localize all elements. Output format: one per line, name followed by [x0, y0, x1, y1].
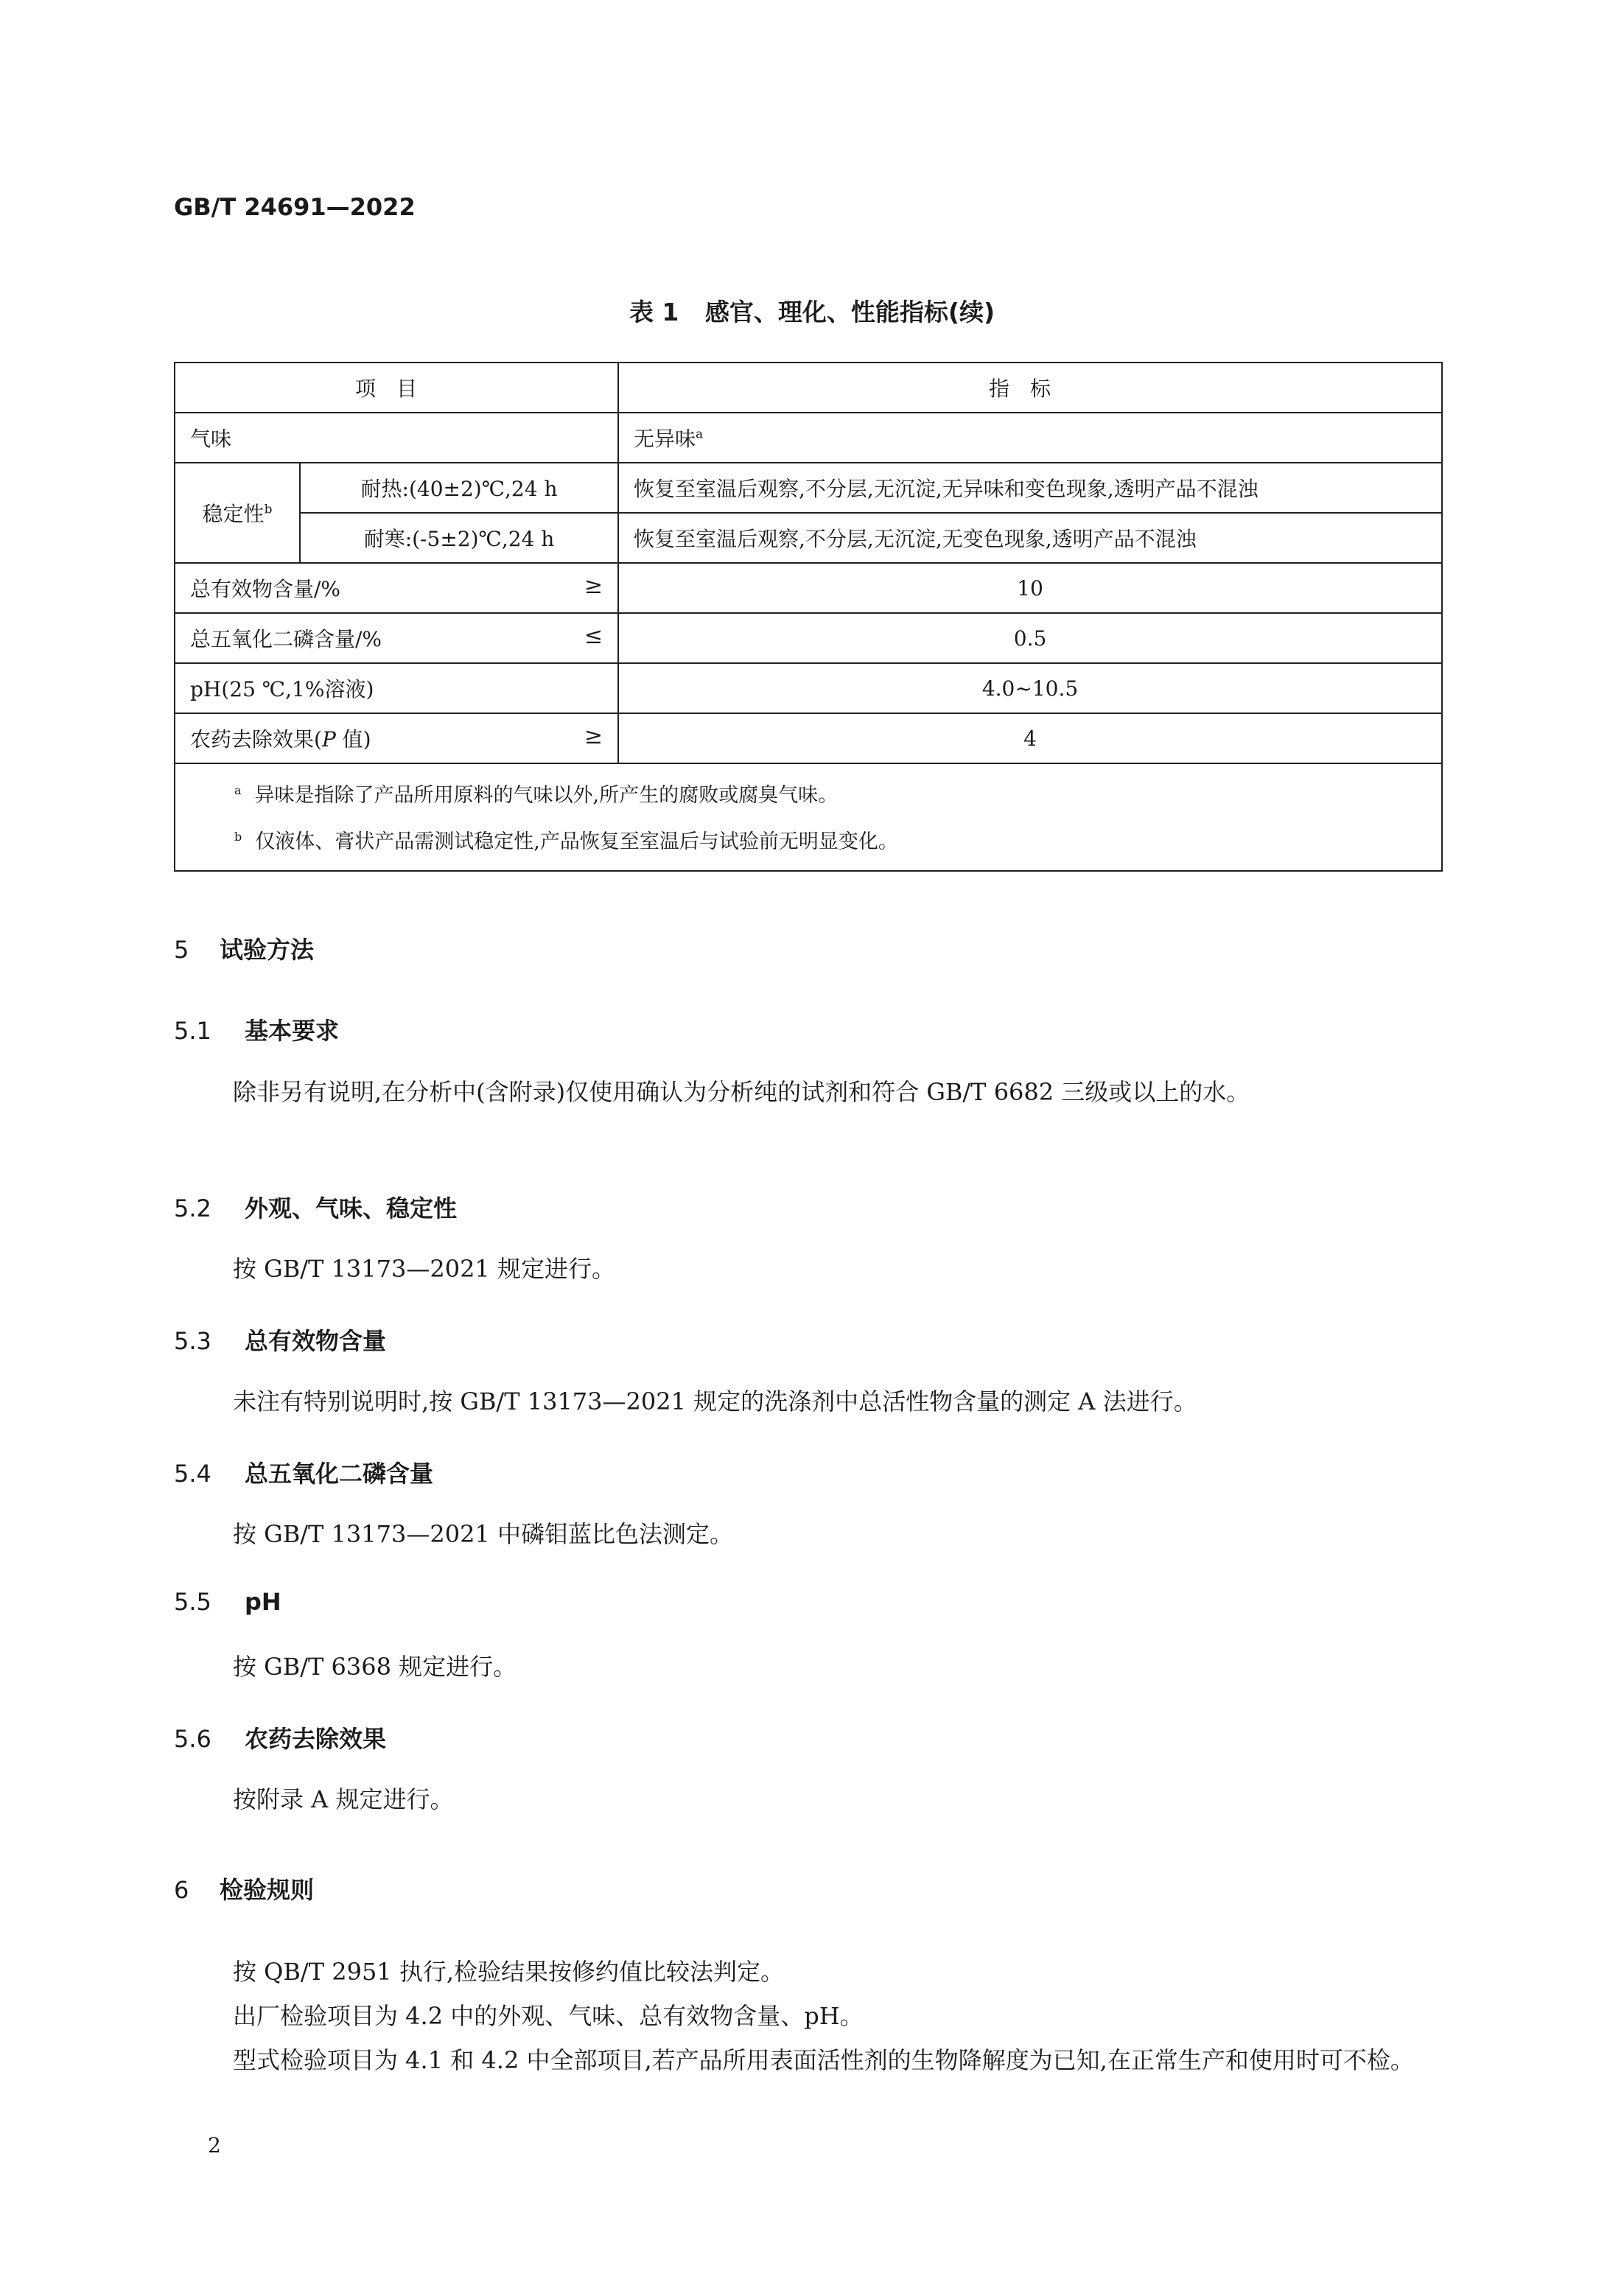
subsection-heading: 5.1 基本要求	[174, 1017, 340, 1045]
subsection-heading: 5.3 总有效物含量	[174, 1327, 387, 1355]
ge-symbol: ≥	[584, 573, 603, 599]
paragraph: 按 QB/T 2951 执行,检验结果按修约值比较法判定。	[233, 1958, 785, 1986]
table-row	[175, 713, 1442, 763]
paragraph: 按附录 A 规定进行。	[233, 1785, 454, 1813]
subsection-heading: 5.6 农药去除效果	[174, 1725, 387, 1753]
footnote-mark: b	[264, 502, 273, 517]
row-value: 10	[618, 563, 1442, 613]
footnote-mark: a	[696, 427, 704, 442]
paragraph: 未注有特别说明时,按 GB/T 13173—2021 规定的洗涤剂中总活性物含量的测定 A 法进行。	[233, 1387, 1197, 1415]
row-group-label: 稳定性$^b$	[175, 463, 300, 563]
section-heading: 5 试验方法	[174, 936, 315, 964]
table-row	[175, 663, 1442, 713]
row-sub-label: 耐热:(40±2)℃,24 h	[300, 463, 618, 513]
table-row	[175, 413, 1442, 463]
spec-table	[174, 362, 1443, 872]
table-row	[175, 463, 1442, 513]
paragraph: 按 GB/T 13173—2021 中磷钼蓝比色法测定。	[233, 1520, 733, 1548]
page-number: 2	[208, 2133, 221, 2157]
paragraph: 出厂检验项目为 4.2 中的外观、气味、总有效物含量、pH。	[233, 2002, 864, 2030]
paragraph: 按 GB/T 13173—2021 规定进行。	[233, 1255, 615, 1283]
row-value: 4.0~10.5	[618, 663, 1442, 713]
row-value: 0.5	[618, 613, 1442, 663]
note-mark: a	[234, 783, 242, 797]
row-item-label: pH(25 ℃,1%溶液)	[175, 663, 618, 713]
row-sub-label: 耐寒:(-5±2)℃,24 h	[300, 513, 618, 563]
subsection-heading: 5.2 外观、气味、稳定性	[174, 1194, 458, 1222]
standard-code-header: GB/T 24691—2022	[174, 193, 416, 221]
subsection-heading: 5.5 pH	[174, 1588, 281, 1616]
table-caption-label: 表 1	[629, 298, 679, 326]
table-header-row	[175, 363, 1442, 413]
table-note: $^b$ 仅液体、膏状产品需测试稳定性,产品恢复至室温后与试验前无明显变化。	[234, 830, 898, 853]
table-caption-title: 感官、理化、性能指标(续)	[704, 298, 995, 326]
subsection-heading: 5.4 总五氧化二磷含量	[174, 1460, 434, 1488]
row-value: 无异味$^a$	[618, 413, 1442, 463]
row-item-label: 总五氧化二磷含量/% ≤	[175, 613, 618, 663]
italic-p: P	[321, 727, 336, 752]
note-mark: b	[234, 830, 242, 844]
row-item-label: 总有效物含量/% ≥	[175, 563, 618, 613]
le-symbol: ≤	[584, 623, 603, 649]
table-note: $^a$ 异味是指除了产品所用原料的气味以外,所产生的腐败或腐臭气味。	[234, 783, 839, 807]
table-row	[175, 613, 1442, 663]
row-value: 4	[618, 713, 1442, 763]
table-notes	[175, 763, 1442, 871]
paragraph: 按 GB/T 6368 规定进行。	[233, 1653, 517, 1681]
table-row	[175, 563, 1442, 613]
table-caption	[0, 293, 1624, 328]
header-index: 指标	[618, 363, 1442, 413]
row-item-label: 气味	[175, 413, 618, 463]
paragraph: 型式检验项目为 4.1 和 4.2 中全部项目,若产品所用表面活性剂的生物降解度为已知,在正常生产和使用时可不检。	[233, 2046, 1414, 2074]
paragraph: 除非另有说明,在分析中(含附录)仅使用确认为分析纯的试剂和符合 GB/T 6682 三级或以上的水。	[233, 1078, 1250, 1106]
row-value: 恢复至室温后观察,不分层,无沉淀,无变色现象,透明产品不混浊	[618, 513, 1442, 563]
table-notes-row	[175, 763, 1442, 871]
table-row	[175, 513, 1442, 563]
header-item: 项目	[175, 363, 618, 413]
row-value: 恢复至室温后观察,不分层,无沉淀,无异味和变色现象,透明产品不混浊	[618, 463, 1442, 513]
row-item-label: 农药去除效果(P 值) ≥	[175, 713, 618, 763]
section-heading: 6 检验规则	[174, 1876, 315, 1904]
ge-symbol: ≥	[584, 724, 603, 749]
